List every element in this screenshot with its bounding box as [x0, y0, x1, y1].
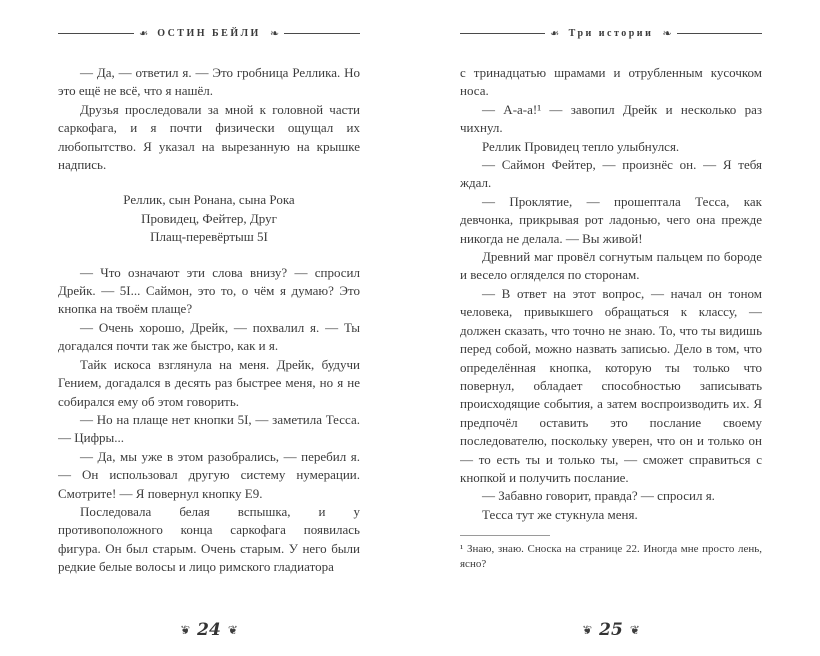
paragraph: Тесса тут же стукнула меня.: [482, 506, 638, 522]
left-page-footer: [58, 612, 360, 640]
right-page-body: [460, 64, 762, 612]
paragraph: — А-а-а!¹ — завопил Дрейк и несколько раз чихнул.: [460, 101, 762, 136]
running-head-book-title: Три истории: [568, 27, 654, 39]
footnote-rule: [460, 535, 550, 536]
flourish-leaf-icon: ❧: [662, 26, 672, 40]
left-page: [58, 26, 360, 640]
pagenum-flourish-icon: ❦: [629, 623, 640, 637]
paragraph: Друзья проследовали за мной к головной части саркофага, и я почти физически ощущал их любопытство. Я указал на вырезанную на крышке надпись.: [58, 101, 360, 173]
right-page: [460, 26, 762, 640]
left-page-body: [58, 64, 360, 612]
paragraph: — Очень хорошо, Дрейк, — похвалил я. — Ты догадался почти так же быстро, как и я.: [58, 319, 360, 354]
paragraph: — Саймон Фейтер, — произнёс он. — Я тебя ждал.: [460, 157, 762, 191]
paragraph: — Но на плаще нет кнопки 5I, — заметила Тесса. — Цифры...: [58, 411, 360, 446]
header-rule-icon: [58, 33, 134, 34]
pagenum-flourish-icon: ❦: [180, 623, 191, 637]
footnote-block: [460, 535, 762, 571]
paragraph: Реллик Провидец тепло улыбнулся.: [482, 138, 680, 154]
flourish-leaf-icon: ❧: [138, 26, 149, 40]
page-number: 24: [197, 620, 221, 640]
flourish-leaf-icon: ❧: [269, 26, 280, 40]
flourish-leaf-icon: ❧: [550, 26, 560, 40]
header-rule-icon: [284, 33, 360, 34]
pagenum-flourish-icon: ❦: [582, 623, 593, 637]
footnote-text: ¹ Знаю, знаю. Сноска на странице 22. Иногда мне просто лень, ясно?: [460, 543, 762, 570]
page-number: 25: [599, 620, 623, 640]
verse-line: Провидец, Фейтер, Друг: [141, 210, 277, 226]
paragraph: Древний маг провёл согнутым пальцем по бороде и весело огляделся по сторонам.: [460, 249, 762, 283]
paragraph: — Что означают эти слова внизу? — спросил Дрейк. — 5I... Саймон, это то, о чём я думаю? Это кнопка на твоём плаще?: [58, 264, 360, 317]
verse-line: Плащ-перевёртыш 5I: [150, 229, 268, 245]
paragraph: — Забавно говорит, правда? — спросил я.: [482, 488, 715, 504]
header-rule-icon: [460, 33, 545, 34]
right-running-head: [460, 26, 762, 40]
running-head-author: ОСТИН БЕЙЛИ: [157, 27, 261, 39]
paragraph: с тринадцатью шрамами и отрубленным кусочком носа.: [460, 65, 762, 99]
header-rule-icon: [677, 33, 762, 34]
inscription-verse: [58, 191, 360, 246]
paragraph: — Проклятие, — прошептала Тесса, как девчонка, прикрывая рот ладонью, чего она прежде никогда не делала. — Вы живой!: [460, 193, 762, 246]
right-page-footer: [460, 612, 762, 640]
paragraph: Последовала белая вспышка, и у противоположного конца саркофага появилась фигура. Он был старым. Очень старым. У него были редкие белые волосы и лицо римского гладиатора: [58, 503, 360, 575]
verse-line: Реллик, сын Ронана, сына Рока: [123, 192, 295, 208]
paragraph: — Да, мы уже в этом разобрались, — перебил я. — Он использовал другую систему нумерации. Смотрите! — Я повернул кнопку E9.: [58, 448, 360, 501]
paragraph: Тайк искоса взглянула на меня. Дрейк, будучи Гением, догадался в десять раз быстрее меня, но я не собирался ему об этом говорить.: [58, 356, 360, 409]
paragraph: — В ответ на этот вопрос, — начал он тоном человека, привыкшего обращаться к классу, — должен сказать, что точно не знаю. То, что ты видишь перед собой, можно назвать записью. Дело в том, что определённая кнопка, которую ты только что повернул, обладает способностью записывать происходящие события, а затем воспроизводить их. Я предпочёл оставить это послание своему последователю, поскольку уверен, что он и только он — то есть ты и только ты, — сможет справиться с кнопкой и получить послание.: [460, 285, 762, 485]
pagenum-flourish-icon: ❦: [227, 623, 238, 637]
left-running-head: [58, 26, 360, 40]
paragraph: — Да, — ответил я. — Это гробница Реллика. Но это ещё не всё, что я нашёл.: [58, 65, 360, 99]
